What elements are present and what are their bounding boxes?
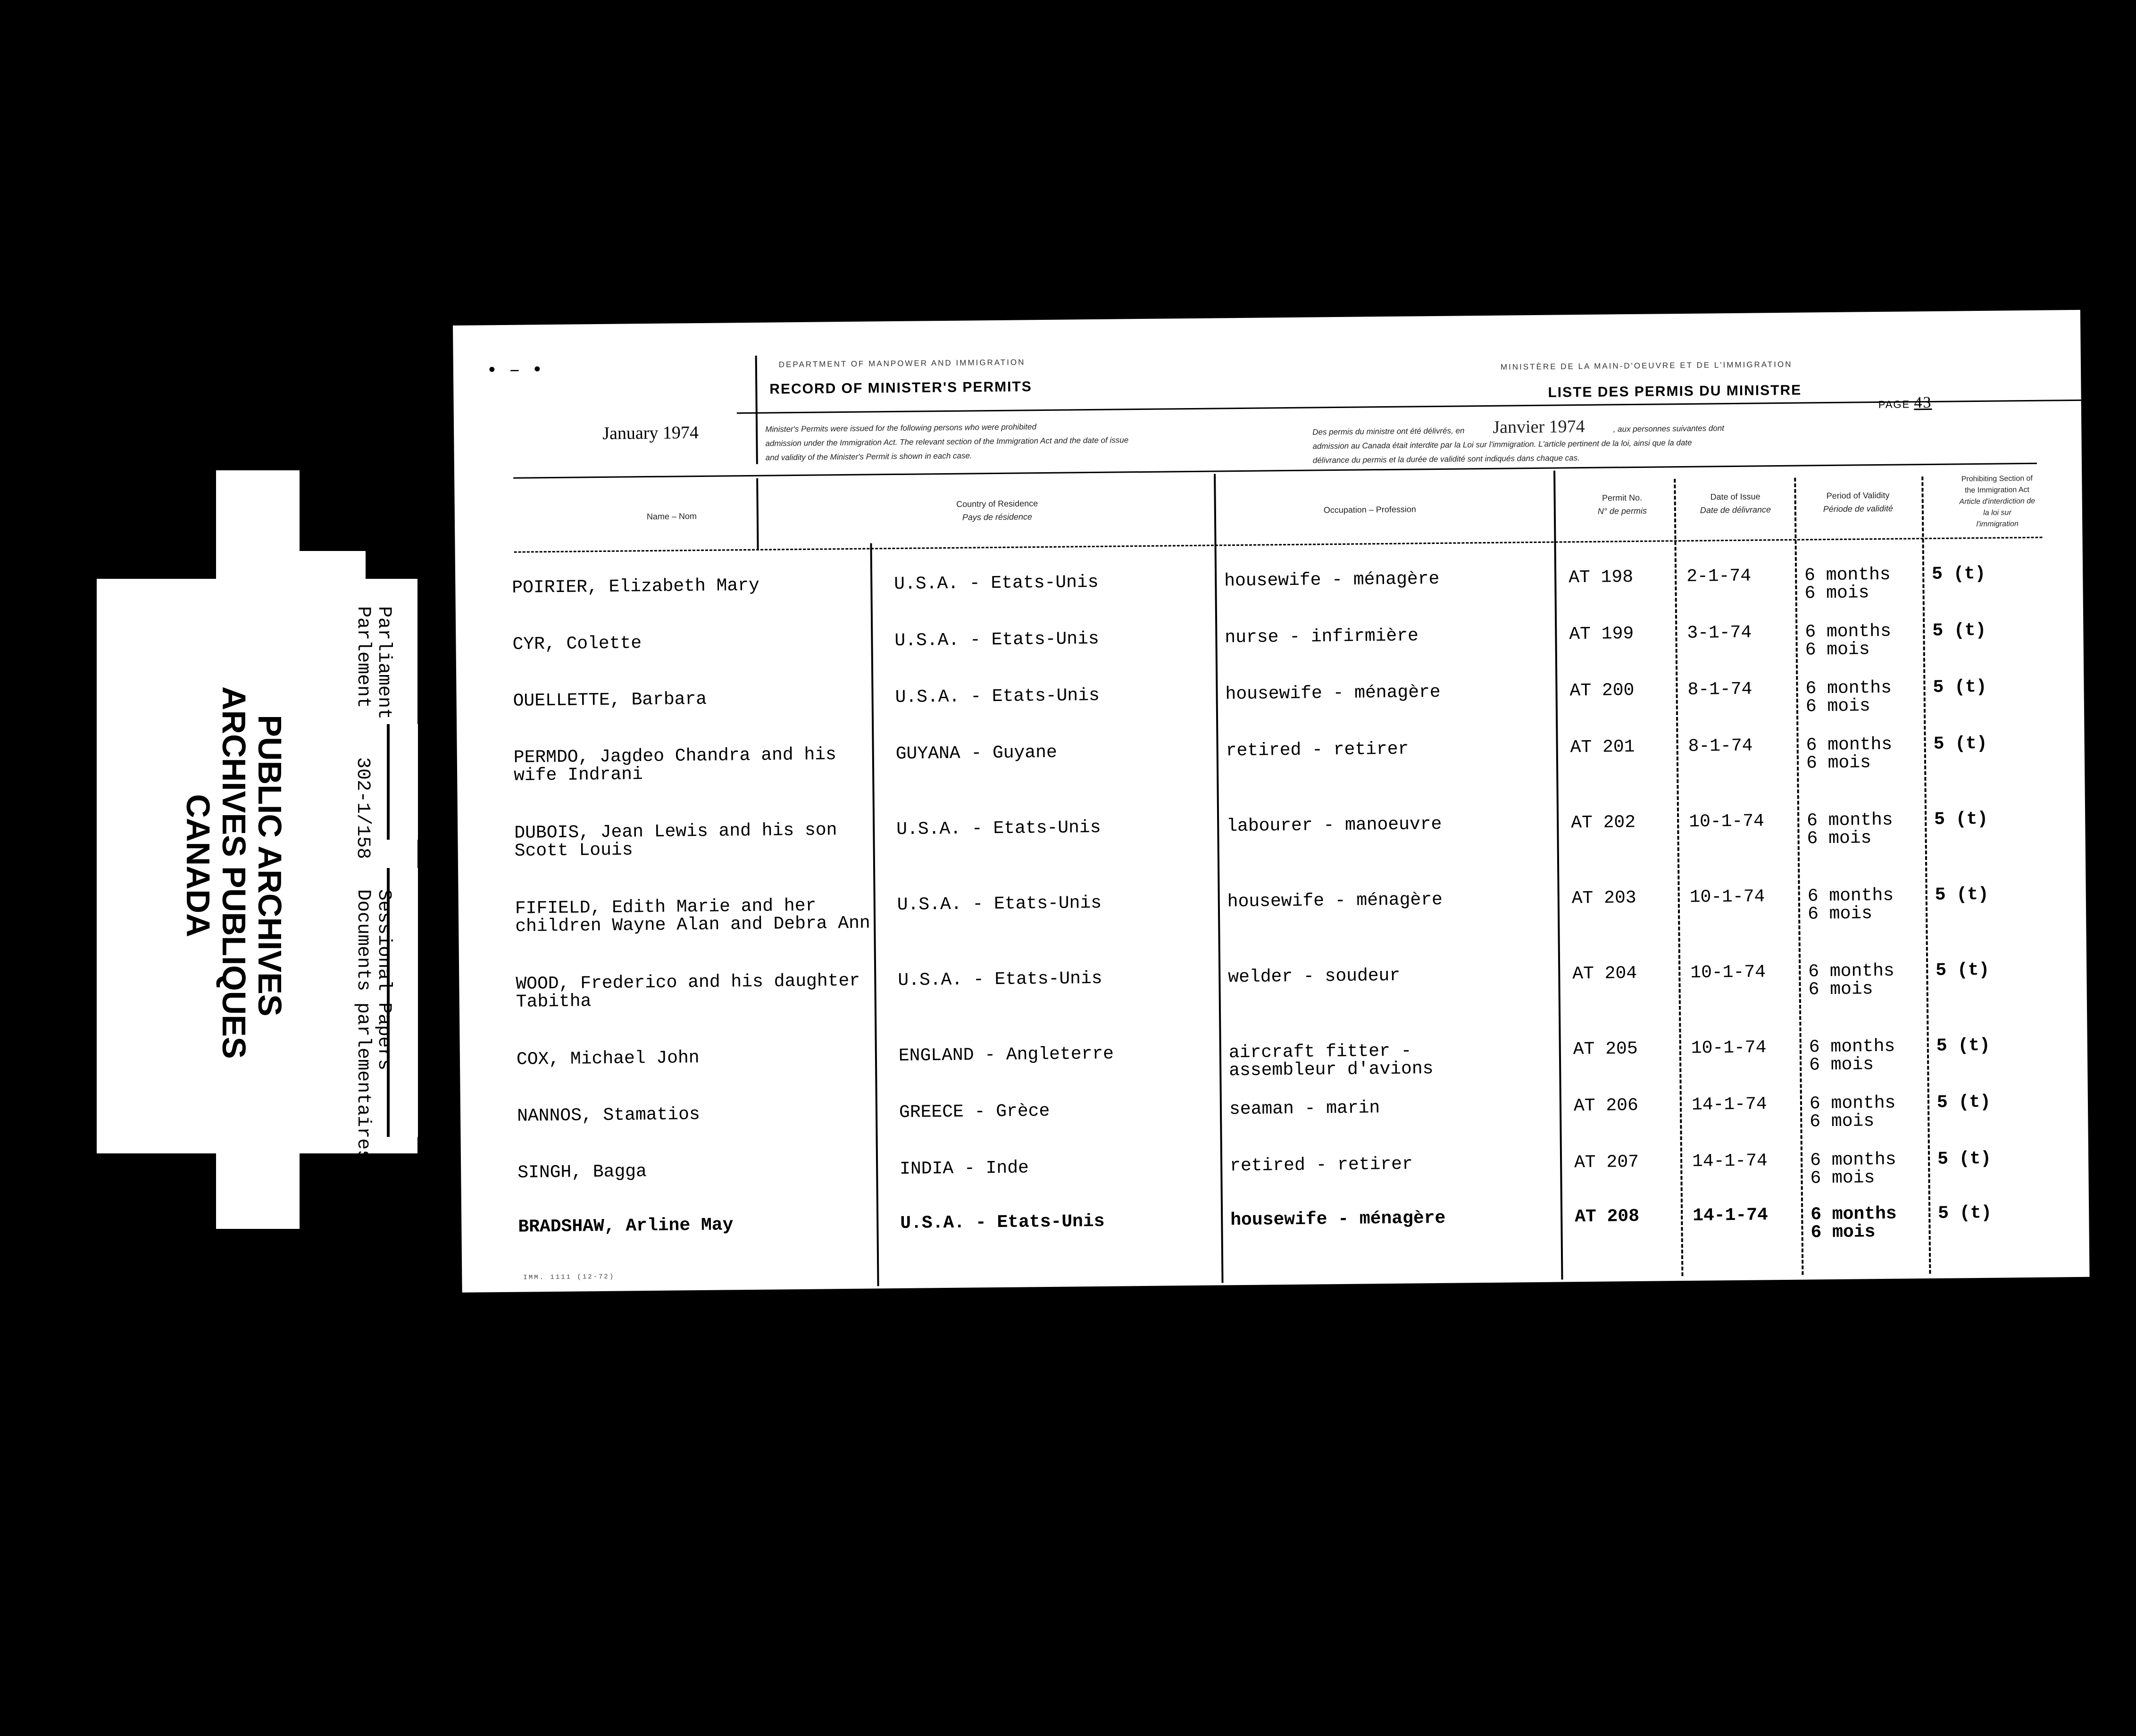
- tag-top-flap: [216, 470, 300, 579]
- page-indicator: [1878, 394, 1932, 412]
- cell-permit-number: AT 204: [1572, 963, 1637, 985]
- cell-period-fr: 6 mois: [1811, 1222, 1876, 1243]
- cell-permit-number: AT 201: [1570, 736, 1635, 758]
- col-header-section-fr-1: Article d'interdiction de: [1959, 497, 2036, 506]
- cell-prohibiting-section: 5 (t): [1935, 884, 1989, 905]
- cell-occupation: housewife - ménagère: [1225, 682, 1441, 705]
- col-line-name: [756, 478, 759, 549]
- cell-date-of-issue: 10-1-74: [1689, 886, 1765, 908]
- cell-permit-number: AT 205: [1573, 1038, 1638, 1060]
- cell-period-fr: 6 mois: [1806, 752, 1871, 774]
- col-header-date-en: Date of Issue: [1710, 492, 1761, 502]
- table-row: [458, 803, 2086, 870]
- col-header-country-fr: Pays de résidence: [962, 512, 1033, 522]
- cell-occupation: aircraft fitter -: [1228, 1041, 1412, 1063]
- tag-tab-upper: [387, 724, 418, 840]
- cell-occupation: housewife - ménagère: [1224, 568, 1440, 592]
- cell-date-of-issue: 10-1-74: [1690, 962, 1766, 983]
- cell-name-cont: Tabitha: [516, 991, 592, 1012]
- tag-notch: [300, 551, 366, 579]
- cell-period-fr: 6 mois: [1807, 903, 1873, 925]
- cell-date-of-issue: 8-1-74: [1688, 735, 1753, 757]
- cell-prohibiting-section: 5 (t): [1934, 809, 1988, 830]
- tag-bottom-flap: [216, 1153, 300, 1229]
- title-fr: LISTE DES PERMIS DU MINISTRE: [1548, 382, 1802, 401]
- cell-prohibiting-section: 5 (t): [1936, 1092, 1991, 1113]
- table-row: [460, 1029, 2088, 1097]
- corner-mark: • – •: [486, 360, 543, 382]
- page-number: 43: [1914, 393, 1932, 412]
- archives-stamp: [180, 686, 288, 1059]
- intro-fr-tail: , aux personnes suivantes dont: [1613, 424, 1725, 434]
- cell-date-of-issue: 10-1-74: [1691, 1037, 1767, 1059]
- cell-occupation: welder - soudeur: [1228, 965, 1401, 988]
- cell-country: U.S.A. - Etats-Unis: [894, 628, 1099, 651]
- intro-en-2: admission under the Immigration Act. The relevant section of the Immigration Act and the date of issue: [765, 435, 1129, 448]
- cell-name: SINGH, Bagga: [517, 1161, 647, 1183]
- cell-period-en: 6 months: [1807, 885, 1894, 907]
- cell-date-of-issue: 3-1-74: [1687, 622, 1752, 643]
- col-header-date: [1676, 490, 1794, 517]
- intro-en-3: and validity of the Minister's Permit is shown in each case.: [765, 451, 972, 462]
- cell-country: ENGLAND - Angleterre: [898, 1043, 1114, 1066]
- cell-name: DUBOIS, Jean Lewis and his son: [514, 820, 837, 843]
- cell-period-fr: 6 mois: [1810, 1168, 1875, 1189]
- col-header-section-en-2: the Immigration Act: [1964, 485, 2030, 495]
- cell-date-of-issue: 14-1-74: [1693, 1205, 1769, 1226]
- cell-occupation: seaman - marin: [1229, 1098, 1380, 1120]
- sessional-label: [352, 889, 394, 1161]
- parliament-en: Parliament: [373, 606, 394, 720]
- col-header-period-en: Period of Validity: [1826, 490, 1890, 501]
- col-header-period: [1794, 488, 1922, 516]
- cell-country: U.S.A. - Etats-Unis: [898, 968, 1102, 991]
- cell-date-of-issue: 2-1-74: [1686, 566, 1752, 587]
- cell-period-en: 6 months: [1805, 677, 1892, 699]
- month-en: January 1974: [602, 423, 699, 443]
- cell-name-cont: Scott Louis: [514, 840, 633, 861]
- table-row: [457, 727, 2085, 795]
- intro-rule: [513, 463, 2037, 479]
- cell-occupation: retired - retirer: [1229, 1154, 1413, 1177]
- table-row: [459, 878, 2086, 946]
- cell-period-fr: 6 mois: [1804, 583, 1869, 604]
- cell-name: NANNOS, Stamatios: [517, 1104, 700, 1127]
- sessional-en: Sessional Papers: [373, 889, 394, 1071]
- cell-occupation: housewife - ménagère: [1227, 889, 1443, 912]
- cell-date-of-issue: 14-1-74: [1692, 1151, 1768, 1172]
- cell-occupation-cont: assembleur d'avions: [1229, 1059, 1434, 1081]
- cell-permit-number: AT 206: [1573, 1095, 1639, 1117]
- col-header-section: [1921, 473, 2073, 531]
- cell-name: CYR, Colette: [512, 633, 642, 655]
- cell-prohibiting-section: 5 (t): [1932, 620, 1986, 641]
- cell-permit-number: AT 208: [1575, 1206, 1640, 1227]
- table-row: [456, 671, 2084, 738]
- archives-line-3: CANADA: [180, 794, 217, 937]
- column-header-rule: [514, 537, 2043, 553]
- cell-date-of-issue: 14-1-74: [1691, 1094, 1767, 1115]
- cell-period-en: 6 months: [1809, 1036, 1895, 1058]
- intro-fr-1a: Des permis du ministre ont été délivrés, en: [1312, 426, 1465, 437]
- cell-prohibiting-section: 5 (t): [1932, 563, 1986, 584]
- cell-country: U.S.A. - Etats-Unis: [895, 685, 1100, 708]
- cell-period-fr: 6 mois: [1805, 639, 1870, 660]
- cell-period-en: 6 months: [1804, 564, 1891, 586]
- table-row: [459, 954, 2087, 1021]
- col-header-date-fr: Date de délivrance: [1700, 505, 1771, 515]
- cell-country: U.S.A. - Etats-Unis: [896, 817, 1101, 840]
- cell-permit-number: AT 198: [1569, 567, 1634, 588]
- cell-name-cont: wife Indrani: [513, 764, 643, 786]
- cell-name: POIRIER, Elizabeth Mary: [512, 575, 760, 598]
- cell-permit-number: AT 200: [1569, 680, 1635, 701]
- cell-period-en: 6 months: [1810, 1149, 1896, 1171]
- cell-permit-number: AT 207: [1574, 1152, 1639, 1173]
- cell-period-fr: 6 mois: [1808, 979, 1873, 1000]
- cell-occupation: labourer - manoeuvre: [1227, 814, 1442, 837]
- table-row: [455, 558, 2083, 625]
- cell-name: FIFIELD, Edith Marie and her: [515, 895, 817, 919]
- cell-occupation: retired - retirer: [1226, 739, 1409, 761]
- col-header-country: [879, 496, 1116, 525]
- cell-name: OUELLETTE, Barbara: [513, 689, 707, 711]
- cell-country: GUYANA - Guyane: [895, 742, 1058, 765]
- cell-period-en: 6 months: [1808, 960, 1894, 982]
- cell-period-en: 6 months: [1811, 1203, 1897, 1225]
- title-en: RECORD OF MINISTER'S PERMITS: [769, 379, 1032, 397]
- reference-number: 302-1/158: [352, 757, 373, 860]
- table-row: [460, 1086, 2088, 1153]
- cell-name-cont: children Wayne Alan and Debra Ann: [515, 913, 870, 937]
- table-row: [456, 614, 2084, 682]
- cell-country: U.S.A. - Etats-Unis: [897, 893, 1102, 916]
- col-header-section-fr-3: l'immigration: [1976, 520, 2019, 529]
- parliament-label: [352, 606, 394, 719]
- col-header-occupation: Occupation – Profession: [1323, 504, 1416, 515]
- cell-prohibiting-section: 5 (t): [1937, 1148, 1992, 1169]
- permit-record-document: [453, 310, 2090, 1293]
- archives-line-1: PUBLIC ARCHIVES: [251, 715, 288, 1017]
- cell-period-en: 6 months: [1805, 621, 1892, 643]
- col-header-section-en-1: Prohibiting Section of: [1961, 474, 2033, 484]
- sessional-fr: Documents parlementaires: [352, 889, 374, 1161]
- col-header-permit-fr: N° de permis: [1597, 506, 1647, 516]
- cell-name: COX, Michael John: [516, 1048, 700, 1070]
- cell-permit-number: AT 203: [1571, 887, 1636, 909]
- cell-prohibiting-section: 5 (t): [1938, 1202, 1992, 1224]
- cell-permit-number: AT 202: [1571, 812, 1636, 834]
- parliament-fr: Parlement: [352, 606, 374, 709]
- col-header-section-fr-2: la loi sur: [1983, 509, 2011, 517]
- cell-permit-number: AT 199: [1569, 624, 1634, 645]
- intro-fr-3: délivrance du permis et la durée de validité sont indiqués dans chaque cas.: [1312, 453, 1580, 465]
- cell-prohibiting-section: 5 (t): [1933, 733, 1987, 754]
- cell-date-of-issue: 10-1-74: [1689, 811, 1765, 832]
- page-label: PAGE: [1878, 398, 1911, 411]
- cell-period-fr: 6 mois: [1810, 1111, 1875, 1132]
- intro-en-1: Minister's Permits were issued for the following persons who were prohibited: [765, 422, 1037, 434]
- cell-occupation: nurse - infirmière: [1225, 626, 1419, 648]
- cell-name: BRADSHAW, Arline May: [518, 1215, 734, 1237]
- department-fr: MINISTÈRE DE LA MAIN-D'OEUVRE ET DE L'IMMIGRATION: [1500, 359, 1793, 372]
- intro-fr: [1312, 415, 2058, 467]
- intro-fr-2: admission au Canada était interdite par la Loi sur l'immigration. L'article pertinent de la loi, ainsi que la date: [1312, 438, 1692, 451]
- cell-period-fr: 6 mois: [1805, 696, 1870, 717]
- cell-occupation: housewife - ménagère: [1230, 1208, 1446, 1231]
- cell-name: WOOD, Frederico and his daughter: [516, 970, 860, 994]
- cell-prohibiting-section: 5 (t): [1933, 676, 1987, 698]
- cell-period-en: 6 months: [1809, 1093, 1896, 1114]
- archives-line-2: ARCHIVES PUBLIQUES: [216, 686, 252, 1059]
- col-header-name: Name – Nom: [646, 511, 697, 522]
- col-header-permit: [1568, 491, 1677, 518]
- cell-period-en: 6 months: [1806, 734, 1893, 756]
- cell-country: U.S.A. - Etats-Unis: [894, 572, 1099, 595]
- cell-period-en: 6 months: [1807, 810, 1893, 831]
- cell-prohibiting-section: 5 (t): [1936, 1035, 1991, 1056]
- col-header-period-fr: Période de validité: [1823, 503, 1894, 514]
- cell-prohibiting-section: 5 (t): [1936, 960, 1990, 981]
- cell-country: INDIA - Inde: [900, 1158, 1029, 1179]
- month-fr: Janvier 1974: [1493, 416, 1585, 437]
- form-code: IMM. 1111 (12-72): [523, 1273, 615, 1282]
- cell-name: PERMDO, Jagdeo Chandra and his: [513, 744, 837, 768]
- department-en: DEPARTMENT OF MANPOWER AND IMMIGRATION: [778, 358, 1026, 369]
- cell-country: U.S.A. - Etats-Unis: [900, 1211, 1105, 1234]
- col-header-permit-en: Permit No.: [1602, 492, 1643, 503]
- cell-country: GREECE - Grèce: [899, 1101, 1050, 1123]
- cell-period-fr: 6 mois: [1809, 1054, 1874, 1076]
- intro-en: [765, 417, 1285, 465]
- col-header-country-en: Country of Residence: [956, 499, 1038, 509]
- cell-date-of-issue: 8-1-74: [1687, 679, 1752, 700]
- cell-period-fr: 6 mois: [1807, 828, 1872, 849]
- header-divider: [755, 356, 758, 464]
